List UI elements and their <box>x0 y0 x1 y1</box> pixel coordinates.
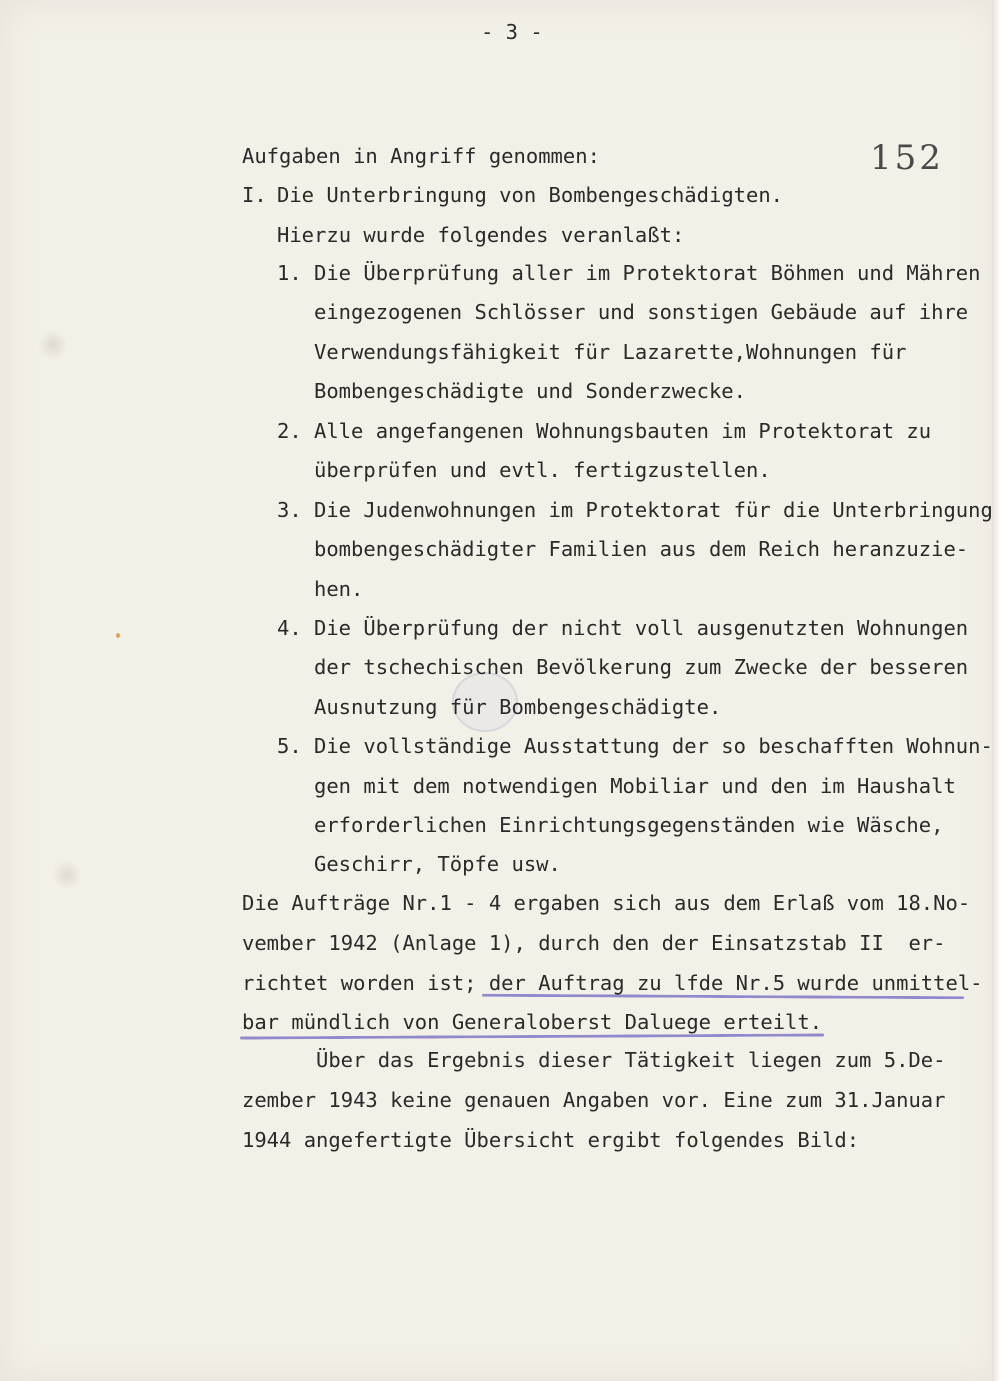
paragraph-line: Die Aufträge Nr.1 - 4 ergaben sich aus dem Erlaß vom 18.No- <box>242 891 971 915</box>
item-line: eingezogenen Schlösser und sonstigen Gebäude auf ihre <box>314 300 969 324</box>
paragraph-line: richtet worden ist; der Auftrag zu lfde Nr.5 wurde unmittel- <box>242 971 983 995</box>
item-number: 5. <box>277 734 302 758</box>
item-line: Verwendungsfähigkeit für Lazarette,Wohnungen für <box>314 340 907 364</box>
item-line: Bombengeschädigte und Sonderzwecke. <box>314 379 746 403</box>
item-line: hen. <box>314 577 364 601</box>
punch-hole-mark <box>38 330 68 360</box>
paragraph-line: bar mündlich von Generaloberst Daluege erteilt. <box>242 1010 823 1034</box>
section-label: I. <box>242 183 267 207</box>
item-line: Alle angefangenen Wohnungsbauten im Protektorat zu <box>314 419 932 443</box>
item-number: 4. <box>277 616 302 640</box>
item-line: überprüfen und evtl. fertigzustellen. <box>314 458 771 482</box>
item-line: bombengeschädigter Familien aus dem Reich heranzuzie- <box>314 537 969 561</box>
paragraph-line: zember 1943 keine genauen Angaben vor. Eine zum 31.Januar <box>242 1088 946 1112</box>
item-line: Die Judenwohnungen im Protektorat für die Unterbringung <box>314 498 993 522</box>
page-number: - 3 - <box>481 20 543 44</box>
item-line: Die Überprüfung der nicht voll ausgenutzten Wohnungen <box>314 616 969 640</box>
item-line: der tschechischen Bevölkerung zum Zwecke der besseren <box>314 655 969 679</box>
ink-spot <box>116 633 120 638</box>
section-title: Die Unterbringung von Bombengeschädigten. <box>277 183 784 207</box>
folio-number: 152 <box>870 138 944 178</box>
item-line: erforderlichen Einrichtungsgegenständen wie Wäsche, <box>314 813 944 837</box>
punch-hole-mark <box>52 860 82 890</box>
intro-line: Hierzu wurde folgendes veranlaßt: <box>277 223 685 247</box>
item-line: Geschirr, Töpfe usw. <box>314 852 561 876</box>
paragraph-line: 1944 angefertigte Übersicht ergibt folgendes Bild: <box>242 1128 860 1152</box>
heading: Aufgaben in Angriff genommen: <box>242 144 600 168</box>
item-line: gen mit dem notwendigen Mobiliar und den im Haushalt <box>314 774 956 798</box>
item-number: 2. <box>277 419 302 443</box>
paragraph-line: vember 1942 (Anlage 1), durch den der Einsatzstab II er- <box>242 931 946 955</box>
page-edge <box>992 0 1000 1381</box>
item-number: 1. <box>277 261 302 285</box>
item-line: Die vollständige Ausstattung der so beschafften Wohnun- <box>314 734 993 758</box>
paragraph-line: Über das Ergebnis dieser Tätigkeit liegen zum 5.De- <box>316 1048 946 1072</box>
item-line: Die Überprüfung aller im Protektorat Böhmen und Mähren <box>314 261 981 285</box>
item-number: 3. <box>277 498 302 522</box>
item-line: Ausnutzung für Bombengeschädigte. <box>314 695 722 719</box>
